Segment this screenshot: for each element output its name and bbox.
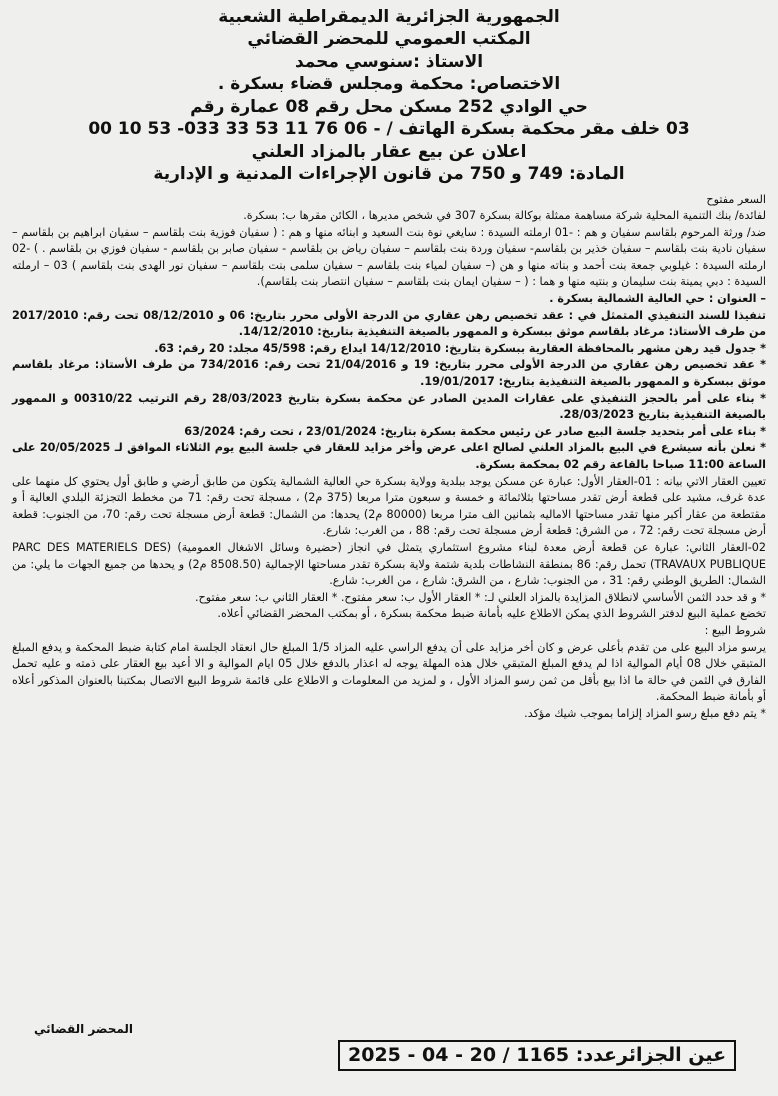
execution-title-1: تنفيذا للسند التنفيذي المتمثل في : عقد تخصيص رهن عقاري من الدرجة الأولى محرر بتاريخ: 06 و 08/12/2010 تحت رقم: 2017/2010 من طرف الأستاذ: مرغاد بلقاسم موثق ببسكرة و الممهور بالصيغة التنفيذية بتاريخ: 14/12/2010.	[12, 308, 766, 339]
bailiff-name: الاستاذ :سنوسي محمد	[294, 51, 484, 72]
beneficiary-paragraph: لفائدة/ بنك التنمية المحلية شركة مساهمة ممثلة بوكالة بسكرة 307 في شخص مديرها ، الكائن مقرها ب: بسكرة.	[243, 209, 766, 223]
legal-basis: المادة: 749 و 750 من قانون الإجراءات المدنية و الإدارية	[153, 164, 625, 185]
price-line: السعر مفتوح	[706, 192, 766, 206]
conditions-paragraph: يرسو مزاد البيع على من تقدم بأعلى عرض و كان أخر مزايد على أن يدفع الراسي عليه المزاد 1/5 المبلغ حال انعقاد الجلسة امام كتابة ضبط المحكمة و يدفع المبلغ المتبقي خلال 08 أيام الموالية اذا لم يدفع المبلغ المتبقي خلال هذه المهلة يوجه له اعذار بالدفع خلال 05 ايام الموالية و الا أعيد بيع العقار على ذمته و عليه تحمل الفارق في الثمن في حالة ما اذا بيع بأقل من ثمن رسو المزاد الأول ، و لمزيد من المعلومات و الاطلاع على قائمة شروط البيع الاتصال بمكتبنا بالعنوان المذكور أعلاه أو بأمانة ضبط المحكمة.	[12, 640, 767, 704]
office-address-line-2: 03 خلف مقر محكمة بسكرة الهاتف / - 06 76 11 53 33 033- 53 10 00	[88, 119, 690, 140]
notice-header	[12, 6, 766, 186]
announcement-title: اعلان عن بيع عقار بالمزاد العلني	[251, 141, 527, 162]
publication-stamp: عين الجزائرعدد: 1165 / 20 - 04 - 2025	[338, 1040, 736, 1071]
republic-title: الجمهورية الجزائرية الديمقراطية الشعبية	[218, 7, 560, 27]
bailiff-signature: المحضر القضائي	[34, 1022, 134, 1036]
auction-notice-paragraph: * نعلن بأنه سيشرع في البيع بالمزاد العلني لصالح اعلى عرض وأخر مزايد للعقار في جلسة البيع يوم الثلاثاء الموافق لـ 20/05/2025 على الساعة 11:00 صباحا بالقاعة رقم 02 بمحكمة بسكرة.	[12, 441, 766, 471]
property-2-paragraph: 02-العقار الثاني: عبارة عن قطعة أرض معدة لبناء مشروع استثماري يتمثل في انجاز (حضيرة وسائل الاشغال العمومية) (PARC DES MATERIELS DES TRAVAUX PUBLIQUE) تحمل رقم: 86 بمنطقة النشاطات بلدية شتمة ولاية بسكرة تقدر مساحتها الإجمالية (8508.50 م2) و يحدها من جميع الجهات ما يلي: من الشمال: الطريق الوطني رقم: 31 ، من الجنوب: شارع ، من الشرق: شارع ، من الغرب: شارع.	[12, 540, 766, 588]
office-address-line-1: حي الوادي 252 مسكن محل رقم 08 عمارة رقم	[190, 96, 588, 117]
payment-note: * يتم دفع مبلغ رسو المزاد إلزاما بموجب شيك مؤكد.	[524, 706, 766, 720]
conditions-title: شروط البيع :	[704, 623, 766, 637]
office-title: المكتب العمومي للمحضر القضائي	[247, 29, 531, 50]
base-price-paragraph: * و قد حدد الثمن الأساسي لانطلاق المزايدة بالمزاد العلني لـ: * العقار الأول ب: سعر مفتوح. * العقار الثاني ب: سعر مفتوح.	[194, 590, 766, 604]
execution-title-2: * جدول قيد رهن مشهر بالمحافظة العقارية ببسكرة بتاريخ: 14/12/2010 ايداع رقم: 45/598 مجلد: 20 رقم: 63.	[154, 341, 766, 355]
property-1-paragraph: تعيين العقار الاتي بيانه : 01-العقار الأول: عبارة عن مسكن يوجد ببلدية وولاية بسكرة حي العالية الشمالية يتكون من طابق أرضي و طابق أول يحتوي كل منهما على عدة غرف، مشيد على قطعة أرض تقدر مساحتها بثلاثمائة و خمسة و سبعون مترا مربعا (375 م2) ، مسجلة تحت رقم: 71 من مخطط التجزئة البلدي العالية أ و مقتطعة من عقار أكبر منها تقدر مساحتها الاماليه بثمانين الف مترا مربعا (80000 م2) يحدها: من الشمال: قطعة أرض مسجلة تحت رقم: 70، من الجنوب: قطعة أرض مسجلة تحت رقم: 72 ، من الشرق: قطعة أرض مسجلة تحت رقم: 88 ، من الغرب: شارع.	[12, 474, 767, 538]
against-paragraph: ضد/ ورثة المرحوم بلقاسم سفيان و هم : -01 ارملته السيدة : سايغي نوة بنت السعيد و ابنائه منها و هم : ( سفيان فوزية بنت بلقاسم – سفيان ابراهيم بن بلقاسم – سفيان نادية بنت بلقاسم – سفيان خذير بن بلقاسم- سفيان وردة بنت بلقاسم – سفيان رياض بن بلقاسم - سفيان صابر بن بلقاسم - سفيان فوزي بن بلقاسم . ) -02 ارملته السيدة : غيلوبي جمعة بنت أحمد و بناته منها و هن (– سفيان لمياء بنت بلقاسم – سفيان سلمى بنت بلقاسم – سفيان نور الهدى بنت بلقاسم ) 03 – ارملته السيدة : دبي يمينة بنت سليمان و بنتيه منها و هما : ( – سفيان ايمان بنت بلقاسم – سفيان انتصار بنت بلقاسم).	[12, 225, 766, 289]
execution-title-3: * عقد تخصيص رهن عقاري من الدرجة الأولى محرر بتاريخ: 19 و 21/04/2016 تحت رقم: 734/2016 من طرف الأستاذ: مرغاد بلقاسم موثق ببسكرة و الممهور بالصيغة التنفيذية بتاريخ: 19/01/2017.	[12, 358, 766, 389]
address-line: – العنوان : حي العالية الشمالية بسكرة .	[549, 292, 766, 306]
execution-title-5: * بناء على أمر بتحديد جلسة البيع صادر عن رئيس محكمة بسكرة بتاريخ: 23/01/2024 ، تحت رقم: 63/2024	[184, 424, 766, 438]
notice-body	[12, 192, 766, 723]
execution-title-4: * بناء على أمر بالحجز التنفيذي على عقارات المدين الصادر عن محكمة بسكرة بتاريخ 28/03/2023 رقم الترتيب 00310/22 و الممهور بالصيغة التنفيذية بتاريخ 28/03/2023.	[12, 391, 766, 422]
specifications-paragraph: تخضع عملية البيع لدفتر الشروط الذي يمكن الاطلاع عليه بأمانة ضبط محكمة بسكرة ، أو بمكتب المحضر القضائي أعلاه.	[217, 607, 766, 621]
jurisdiction: الاختصاص: محكمة ومجلس قضاء بسكرة .	[217, 74, 561, 95]
